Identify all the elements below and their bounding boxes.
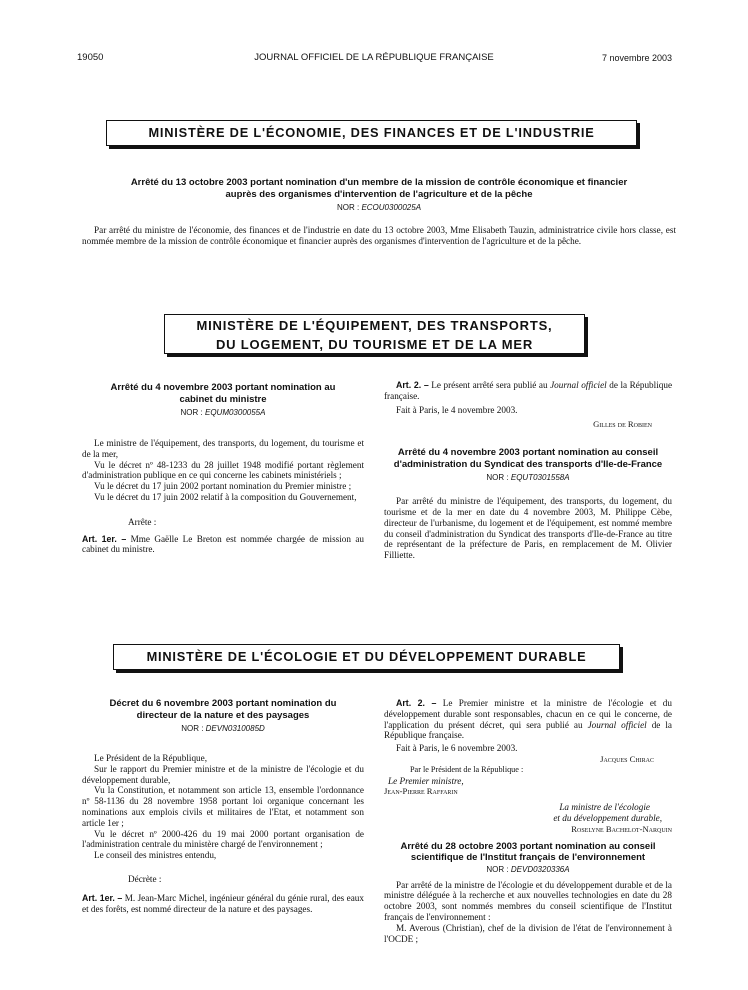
nor-reference xyxy=(82,724,364,733)
paragraph: Le Président de la République, xyxy=(94,753,208,763)
article-1 xyxy=(82,893,364,915)
article-2 xyxy=(384,698,672,741)
ministry-heading-ecologie: MINISTÈRE DE L'ÉCOLOGIE ET DU DÉVELOPPEMENT DURABLE xyxy=(113,644,620,670)
nor-code: DEVD0320336A xyxy=(510,864,570,874)
nor-reference xyxy=(82,408,364,417)
paragraph: Vu le décret nº 48-1233 du 28 juillet 1948 modifié portant règlement d'administration publique en ce qui concerne les cabinets ministériels ; xyxy=(82,459,364,481)
ministry-heading-economie: MINISTÈRE DE L'ÉCONOMIE, DES FINANCES ET DE L'INDUSTRIE xyxy=(106,120,637,146)
arrete-body: Par arrêté de la ministre de l'écologie et du développement durable et de la ministre déléguée à la recherche et aux nouvelles technologies en date du 28 octobre 2003, sont nommés membres du conseil scientifique de l'Institut français de l'environnement : xyxy=(384,879,672,922)
paragraph: Sur le rapport du Premier ministre et de la ministre de l'écologie et du développement durable, xyxy=(82,763,364,785)
article-2 xyxy=(384,380,672,402)
journal-officiel-italic: Journal officiel xyxy=(587,719,647,730)
premier-ministre-title: Le Premier ministre, xyxy=(388,775,464,786)
section3-right-column xyxy=(384,698,672,944)
paragraph: Vu le décret nº 2000-426 du 19 mai 2000 portant organisation de l'administration centrale du ministère chargé de l'environnement ; xyxy=(82,828,364,850)
journal-title: JOURNAL OFFICIEL DE LA RÉPUBLIQUE FRANÇAISE xyxy=(254,52,494,63)
article-label: Art. 1er. – xyxy=(82,533,127,544)
arrete-body: Par arrêté du ministre de l'économie, des finances et de l'industrie en date du 13 octobre 2003, Mme Elisabeth Tauzin, administratrice civile hors classe, est nommée membre de la mission de contrôle économique et financier auprès des organismes d'intervention de l'agriculture et de la pêche. xyxy=(82,225,676,246)
section3-left-column xyxy=(82,698,364,914)
nor-label: NOR : xyxy=(486,864,509,874)
member-entry: M. Averous (Christian), chef de la division de l'état de l'environnement à l'OCDE ; xyxy=(384,922,672,944)
signature: Gilles de Robien xyxy=(593,419,652,430)
arrete-economie xyxy=(82,177,676,247)
nor-code: ECOU0300025A xyxy=(361,203,422,212)
signing-place-date: Fait à Paris, le 6 novembre 2003. xyxy=(396,743,518,754)
decret-title: Décret du 6 novembre 2003 portant nomination du directeur de la nature et des paysages xyxy=(109,698,337,721)
arrete-title-line2: auprès des organismes d'intervention de l'agriculture et de la pêche xyxy=(225,188,533,200)
article-label: Art. 2. – xyxy=(396,698,437,708)
journal-officiel-italic: Journal officiel xyxy=(550,380,607,390)
arrete-title-line1: Arrêté du 13 octobre 2003 portant nomination d'un membre de la mission de contrôle économique et financier xyxy=(130,177,628,188)
nor-reference xyxy=(384,865,672,874)
nor-code: DEVN0310085D xyxy=(205,724,265,733)
ministry-heading-equipement xyxy=(164,314,585,354)
section2-right-column xyxy=(384,380,672,561)
paragraph: Le ministre de l'équipement, des transports, du logement, du tourisme et de la mer, xyxy=(82,438,364,459)
section2-left-column xyxy=(82,382,364,555)
article-text: de la République française. xyxy=(384,380,673,401)
nor-reference xyxy=(384,473,672,482)
ministry-line1: MINISTÈRE DE L'ÉQUIPEMENT, DES TRANSPORTS, xyxy=(196,318,553,333)
arrete-syndicat-title: Arrêté du 4 novembre 2003 portant nomination au conseil d'administration du Syndicat des transports d'Ile-de-France xyxy=(393,447,663,470)
paragraph: Vu la Constitution, et notamment son article 13, ensemble l'ordonnance nº 58-1136 du 28 novembre 1958 portant loi organique concernant les nominations aux emplois civils et militaires de l'Etat, et notamment son article 1er ; xyxy=(82,785,364,828)
paragraph: Vu le décret du 17 juin 2002 relatif à la composition du Gouvernement, xyxy=(94,491,357,502)
article-text: Le Premier ministre et la ministre de l'écologie et du développement durable sont responsables, chacun en ce qui le concerne, de l'application du présent décret, qui sera publié au xyxy=(384,698,672,730)
nor-label: NOR : xyxy=(180,408,203,417)
article-text: Le présent arrêté sera publié au xyxy=(431,380,548,390)
issue-date: 7 novembre 2003 xyxy=(601,53,672,63)
article-text: de la République française. xyxy=(384,719,672,741)
arrete-label: Arrête : xyxy=(128,516,157,527)
par-le-president: Par le Président de la République : xyxy=(410,764,524,774)
article-1 xyxy=(82,534,364,556)
article-label: Art. 2. – xyxy=(396,380,429,390)
arrete-cabinet-title: Arrêté du 4 novembre 2003 portant nomination au cabinet du ministre xyxy=(110,382,336,405)
article-label: Art. 1er. – xyxy=(82,892,123,903)
premier-ministre-name: Jean-Pierre Raffarin xyxy=(384,786,458,797)
nor-label: NOR : xyxy=(336,203,360,212)
article-text: Mme Gaëlle Le Breton est nommée chargée de mission au cabinet du ministre. xyxy=(82,533,364,555)
ministre-name: Roselyne Bachelot-Narquin xyxy=(571,823,672,834)
signature-president: Jacques Chirac xyxy=(600,753,654,764)
page-number: 19050 xyxy=(77,52,104,63)
nor-code: EQUT0301558A xyxy=(510,473,570,483)
ministre-title-line2: et du développement durable, xyxy=(553,812,662,823)
ministre-title-line1: La ministre de l'écologie xyxy=(559,802,650,813)
arrete-body: Par arrêté du ministre de l'équipement, des transports, du logement, du tourisme et de la mer en date du 4 novembre 2003, M. Philippe Cèbe, directeur de l'urbanisme, du logement et de l'équipement, est nommé membre du conseil d'administration du Syndicat des transports d'Ile-de-France au titre de représentant de la préfecture de Paris, en remplacement de M. Olivier Filliette. xyxy=(384,496,672,561)
arrete-ifen-title: Arrêté du 28 octobre 2003 portant nomination au conseil scientifique de l'Institut français de l'environnement xyxy=(400,840,656,864)
nor-label: NOR : xyxy=(181,724,204,733)
nor-label: NOR : xyxy=(486,473,509,483)
article-text: M. Jean-Marc Michel, ingénieur général du génie rural, des eaux et des forêts, est nommé directeur de la nature et des paysages. xyxy=(82,892,364,914)
paragraph: Le conseil des ministres entendu, xyxy=(94,850,217,861)
signing-place-date: Fait à Paris, le 4 novembre 2003. xyxy=(396,404,518,415)
decrete-label: Décrète : xyxy=(128,873,162,884)
nor-code: EQUM0300055A xyxy=(204,408,266,417)
paragraph: Vu le décret du 17 juin 2002 portant nomination du Premier ministre ; xyxy=(94,481,352,492)
nor-reference xyxy=(82,203,676,212)
ministry-line2: DU LOGEMENT, DU TOURISME ET DE LA MER xyxy=(215,337,534,352)
